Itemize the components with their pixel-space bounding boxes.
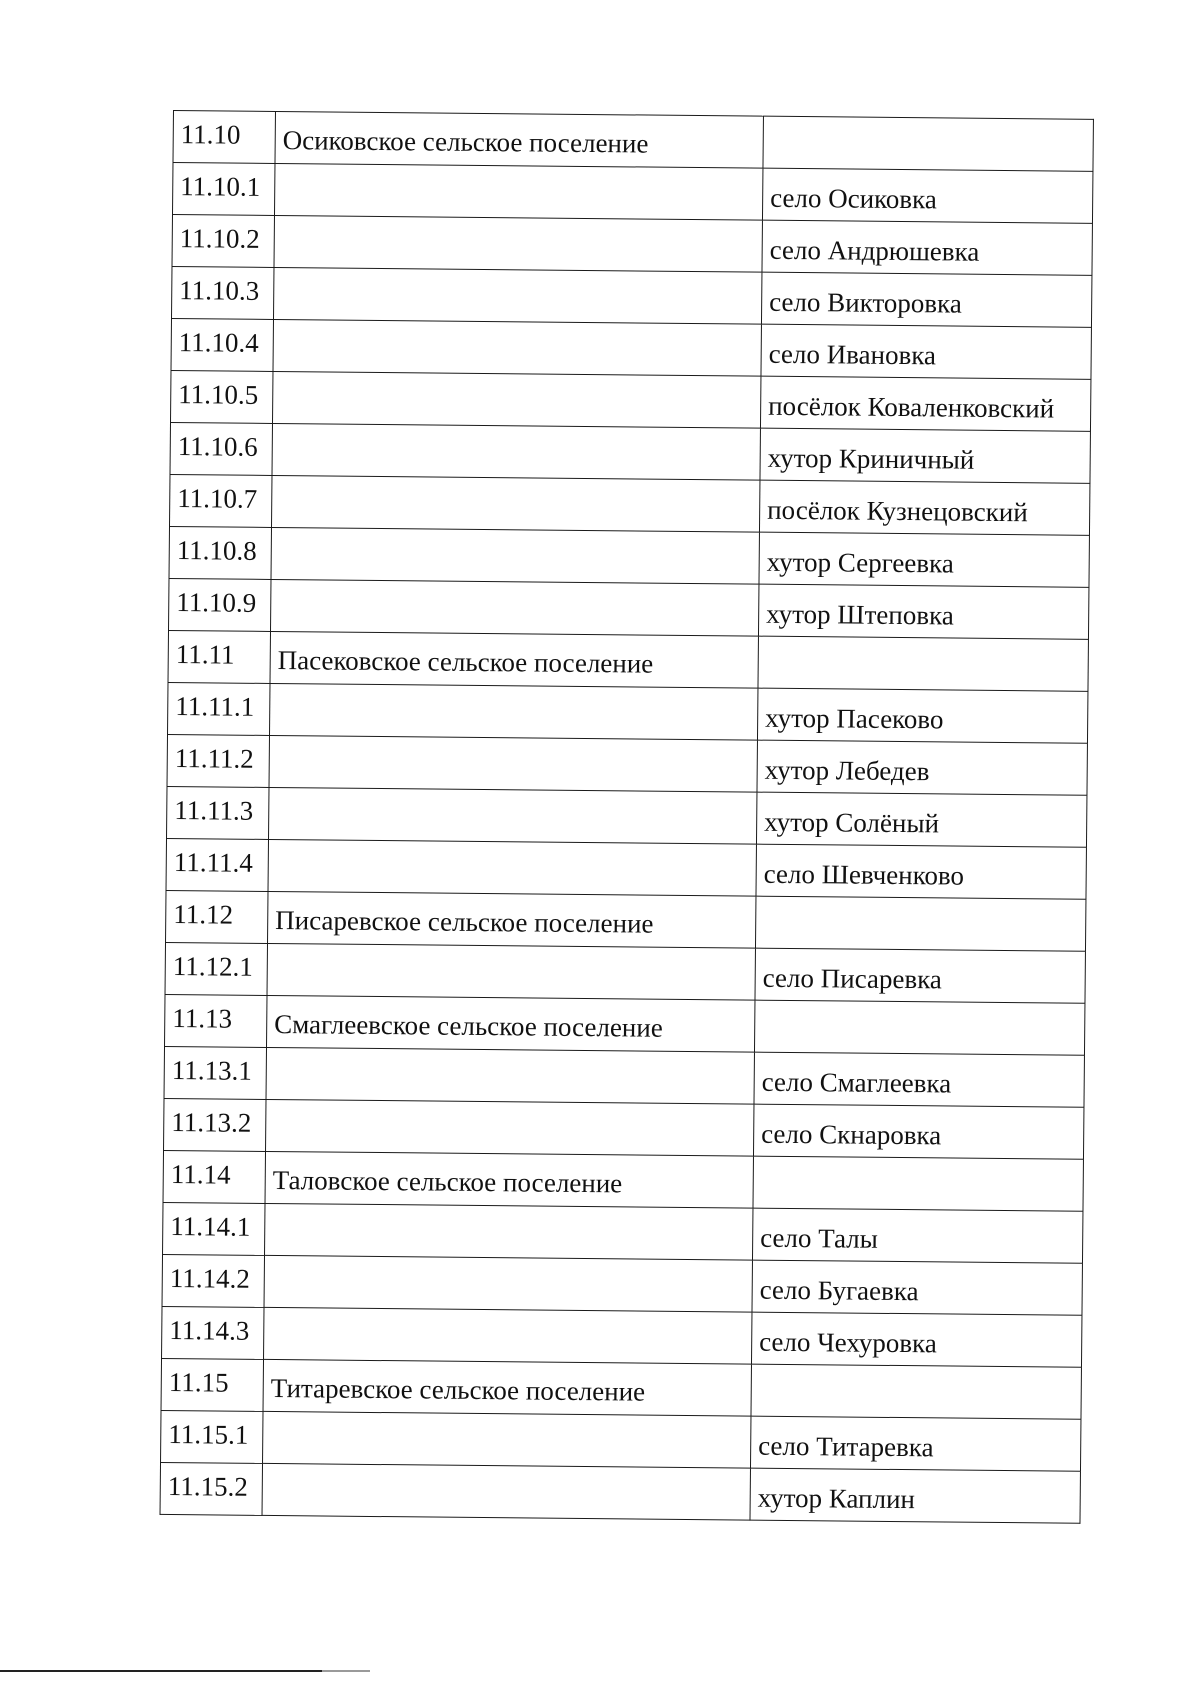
settlement-name: Смаглеевское сельское поселение <box>267 995 755 1052</box>
table-row <box>160 1462 1080 1523</box>
table-row <box>164 1098 1084 1159</box>
table-row <box>162 1306 1082 1367</box>
locality-name: хутор Штеповка <box>758 584 1088 639</box>
table-row <box>165 994 1085 1055</box>
locality-name: село Бугаевка <box>752 1260 1082 1315</box>
settlement-name <box>264 1307 752 1364</box>
table-row <box>165 942 1085 1003</box>
row-number: 11.13.2 <box>164 1098 266 1151</box>
row-number: 11.10.9 <box>169 578 271 631</box>
row-number: 11.10.6 <box>170 422 272 475</box>
table-row <box>170 422 1090 483</box>
settlement-name: Пасековское сельское поселение <box>270 631 758 688</box>
settlement-name <box>272 423 760 480</box>
table-row <box>169 526 1089 587</box>
settlement-name <box>272 371 760 428</box>
table-row <box>170 474 1090 535</box>
table-row <box>171 370 1091 431</box>
row-number: 11.10.4 <box>171 318 273 371</box>
row-number: 11.14.3 <box>162 1306 264 1359</box>
row-number: 11.10.5 <box>171 370 273 423</box>
locality-name: хутор Каплин <box>750 1468 1080 1523</box>
settlements-table-body <box>160 111 1093 1524</box>
row-number: 11.10.8 <box>169 526 271 579</box>
row-number: 11.11.2 <box>167 734 269 787</box>
locality-name: посёлок Кузнецовский <box>759 480 1089 535</box>
locality-name <box>753 1156 1083 1211</box>
settlement-name <box>274 163 762 220</box>
settlement-name <box>268 839 756 896</box>
row-number: 11.13.1 <box>164 1046 266 1099</box>
table-row <box>173 111 1093 172</box>
settlement-name <box>267 943 755 1000</box>
locality-name <box>754 1000 1084 1055</box>
row-number: 11.10.2 <box>172 214 274 267</box>
settlement-name <box>271 475 759 532</box>
locality-name: село Смаглеевка <box>754 1052 1084 1107</box>
locality-name: село Викторовка <box>761 272 1091 327</box>
table-row <box>162 1254 1082 1315</box>
locality-name <box>758 636 1088 691</box>
footer-rule <box>0 1670 322 1672</box>
settlement-name <box>274 215 762 272</box>
row-number: 11.15 <box>161 1358 263 1411</box>
row-number: 11.12 <box>166 890 268 943</box>
settlement-name <box>273 319 761 376</box>
table-row <box>167 734 1087 795</box>
settlement-name <box>266 1099 754 1156</box>
table-row <box>161 1358 1081 1419</box>
settlement-name <box>264 1255 752 1312</box>
row-number: 11.14.2 <box>162 1254 264 1307</box>
locality-name: село Осиковка <box>762 168 1092 223</box>
settlement-name <box>266 1047 754 1104</box>
table-row <box>167 786 1087 847</box>
locality-name: посёлок Коваленковский <box>760 376 1090 431</box>
table-row <box>168 630 1088 691</box>
table-row <box>172 163 1092 224</box>
locality-name <box>755 896 1085 951</box>
locality-name: село Скнаровка <box>753 1104 1083 1159</box>
table-row <box>168 682 1088 743</box>
locality-name: село Писаревка <box>755 948 1085 1003</box>
row-number: 11.11.3 <box>167 786 269 839</box>
table-row <box>164 1046 1084 1107</box>
row-number: 11.11.4 <box>166 838 268 891</box>
locality-name: хутор Солёный <box>756 792 1086 847</box>
table-row <box>172 214 1092 275</box>
settlement-name <box>270 683 758 740</box>
row-number: 11.12.1 <box>165 942 267 995</box>
settlement-name: Осиковское сельское поселение <box>275 111 763 168</box>
settlement-name: Писаревское сельское поселение <box>268 891 756 948</box>
row-number: 11.10.3 <box>171 266 273 319</box>
locality-name: село Чехуровка <box>751 1312 1081 1367</box>
locality-name: хутор Лебедев <box>757 740 1087 795</box>
row-number: 11.14 <box>163 1150 265 1203</box>
locality-name: хутор Криничный <box>760 428 1090 483</box>
locality-name: село Шевченково <box>756 844 1086 899</box>
locality-name: село Ивановка <box>761 324 1091 379</box>
table-row <box>163 1150 1083 1211</box>
settlement-name <box>271 527 759 584</box>
table-row <box>171 266 1091 327</box>
row-number: 11.11.1 <box>168 682 270 735</box>
locality-name: село Титаревка <box>750 1416 1080 1471</box>
locality-name: село Андрюшевка <box>762 220 1092 275</box>
table-row <box>166 838 1086 899</box>
row-number: 11.10.1 <box>172 163 274 216</box>
row-number: 11.11 <box>168 630 270 683</box>
settlement-name: Титаревское сельское поселение <box>263 1359 751 1416</box>
row-number: 11.15.2 <box>160 1462 262 1515</box>
table-row <box>166 890 1086 951</box>
row-number: 11.14.1 <box>163 1202 265 1255</box>
settlement-name <box>273 267 761 324</box>
settlement-name <box>270 579 758 636</box>
settlement-name <box>263 1411 751 1468</box>
row-number: 11.10.7 <box>170 474 272 527</box>
settlements-table <box>160 110 1094 1524</box>
locality-name <box>763 116 1093 171</box>
table-row <box>163 1202 1083 1263</box>
locality-name: хутор Сергеевка <box>759 532 1089 587</box>
settlement-name <box>262 1463 750 1520</box>
locality-name: хутор Пасеково <box>757 688 1087 743</box>
row-number: 11.10 <box>173 111 275 164</box>
row-number: 11.13 <box>165 994 267 1047</box>
settlement-name: Таловское сельское поселение <box>265 1151 753 1208</box>
locality-name <box>751 1364 1081 1419</box>
footer-rule-faint <box>322 1670 370 1672</box>
settlement-name <box>265 1203 753 1260</box>
locality-name: село Талы <box>752 1208 1082 1263</box>
table-row <box>169 578 1089 639</box>
table-row <box>161 1410 1081 1471</box>
row-number: 11.15.1 <box>161 1410 263 1463</box>
settlement-name <box>269 787 757 844</box>
table-row <box>171 318 1091 379</box>
settlement-name <box>269 735 757 792</box>
